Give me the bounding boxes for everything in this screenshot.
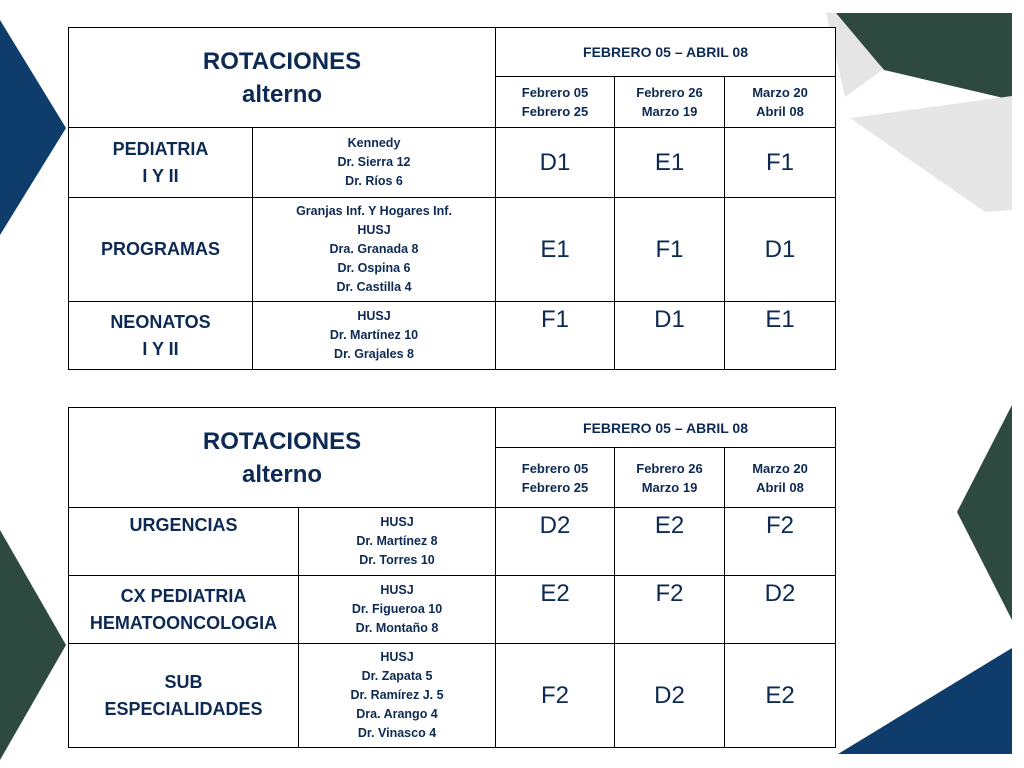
rotation-code: E1 <box>725 302 836 370</box>
rotation-code: D1 <box>725 198 836 302</box>
left-green-triangle <box>0 530 66 760</box>
doctors-cell: Granjas Inf. Y Hogares Inf. HUSJ Dra. Granada 8 Dr. Ospina 6 Dr. Castilla 4 <box>253 198 496 302</box>
bottom-right-navy-shape <box>838 648 1012 754</box>
table2-col-3: Marzo 20 Abril 08 <box>725 448 836 508</box>
table2-col-1: Febrero 05 Febrero 25 <box>496 448 615 508</box>
right-green-triangle <box>957 405 1012 620</box>
dept-cell: PROGRAMAS <box>69 198 253 302</box>
table1-col-1: Febrero 05 Febrero 25 <box>496 77 615 128</box>
rotation-code: D1 <box>615 302 725 370</box>
rotation-code: F1 <box>725 128 836 198</box>
table-row <box>69 198 836 302</box>
table-row <box>69 302 836 370</box>
table-row <box>69 644 836 748</box>
dept-cell: NEONATOS I Y II <box>69 302 253 370</box>
rotation-code: F2 <box>496 644 615 748</box>
rotations-table-1 <box>68 27 836 370</box>
rotation-code: E2 <box>615 508 725 576</box>
rotation-code: E2 <box>725 644 836 748</box>
table2-col-2: Febrero 26 Marzo 19 <box>615 448 725 508</box>
dept-cell: URGENCIAS <box>69 508 299 576</box>
table2-period-header: FEBRERO 05 – ABRIL 08 <box>496 408 836 448</box>
dept-cell: SUB ESPECIALIDADES <box>69 644 299 748</box>
rotation-code: D2 <box>615 644 725 748</box>
doctors-cell: Kennedy Dr. Sierra 12 Dr. Ríos 6 <box>253 128 496 198</box>
table2-title: ROTACIONES alterno <box>69 408 496 508</box>
rotation-code: E2 <box>496 576 615 644</box>
left-navy-triangle <box>0 20 66 235</box>
top-right-light-shape <box>850 96 1012 212</box>
doctors-cell: HUSJ Dr. Martínez 8 Dr. Torres 10 <box>299 508 496 576</box>
rotation-code: D2 <box>496 508 615 576</box>
table1-col-3: Marzo 20 Abril 08 <box>725 77 836 128</box>
rotation-code: F2 <box>615 576 725 644</box>
table-row <box>69 128 836 198</box>
dept-cell: PEDIATRIA I Y II <box>69 128 253 198</box>
table1-col-2: Febrero 26 Marzo 19 <box>615 77 725 128</box>
rotation-code: E1 <box>496 198 615 302</box>
table-row <box>69 576 836 644</box>
table-row <box>69 508 836 576</box>
rotation-code: D2 <box>725 576 836 644</box>
table1-title: ROTACIONES alterno <box>69 28 496 128</box>
dept-cell: CX PEDIATRIA HEMATOONCOLOGIA <box>69 576 299 644</box>
doctors-cell: HUSJ Dr. Figueroa 10 Dr. Montaño 8 <box>299 576 496 644</box>
rotation-code: D1 <box>496 128 615 198</box>
table1-period-header: FEBRERO 05 – ABRIL 08 <box>496 28 836 77</box>
rotation-code: E1 <box>615 128 725 198</box>
rotation-code: F2 <box>725 508 836 576</box>
rotation-code: F1 <box>615 198 725 302</box>
doctors-cell: HUSJ Dr. Zapata 5 Dr. Ramírez J. 5 Dra. Arango 4 Dr. Vinasco 4 <box>299 644 496 748</box>
rotations-table-2 <box>68 407 836 748</box>
rotation-code: F1 <box>496 302 615 370</box>
doctors-cell: HUSJ Dr. Martínez 10 Dr. Grajales 8 <box>253 302 496 370</box>
